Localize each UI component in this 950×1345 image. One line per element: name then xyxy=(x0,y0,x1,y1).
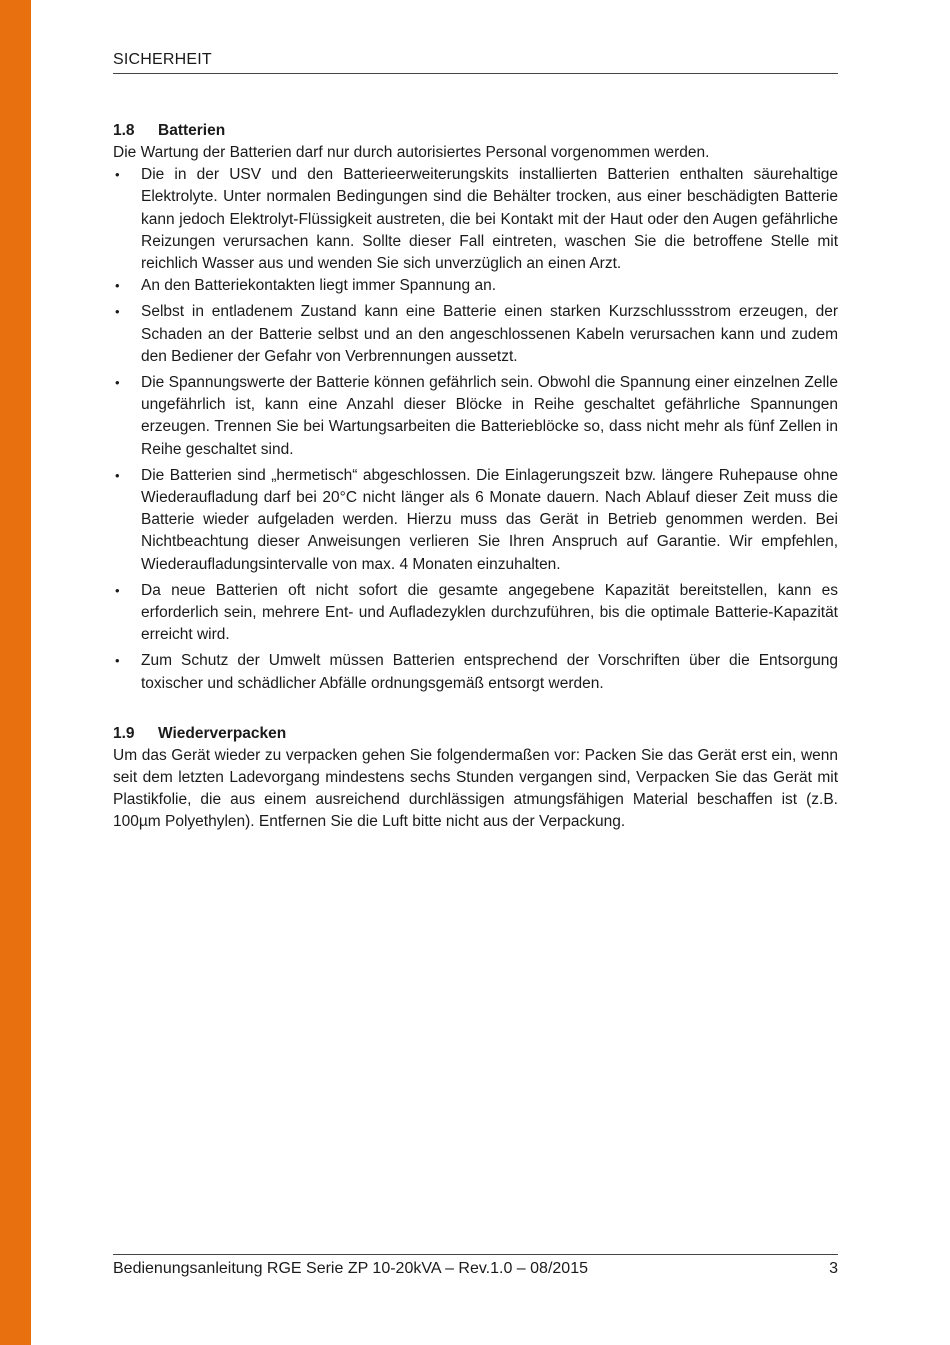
list-item-text: Da neue Batterien oft nicht sofort die gesamte angegebene Kapazität bereitstellen, kann es erforderlich sein, mehrere Ent- und Aufladezyklen durchzuführen, bis die optimale Batterie-Kapazität erreicht wird. xyxy=(141,581,838,644)
list-item-text: Zum Schutz der Umwelt müssen Batterien entsprechend der Vorschriften über die Entsorgung toxischer und schädlicher Abfälle ordnungsgemäß entsorgt werden. xyxy=(141,652,838,692)
bullet-icon: • xyxy=(115,375,120,391)
list-item xyxy=(113,275,838,297)
list-item xyxy=(113,465,838,576)
section-title: Batterien xyxy=(158,122,226,139)
list-item-text: Die Batterien sind „hermetisch“ abgeschlossen. Die Einlagerungszeit bzw. längere Ruhepause ohne Wiederaufladung darf bei 20°C nicht länger als 6 Monate dauern. Nach Ablauf dieser Zeit muss die Batterie wieder aufgeladen werden. Hierzu muss das Gerät in Betrieb genommen werden. Bei Nichtbeachtung dieser Anweisungen verlieren Sie Ihren Anspruch auf Garantie. Wir empfehlen, Wiederaufladungsintervalle von max. 4 Monaten einzuhalten. xyxy=(141,466,838,573)
bullet-icon: • xyxy=(115,582,120,598)
list-item-text: An den Batteriekontakten liegt immer Spannung an. xyxy=(141,277,497,295)
header-title: SICHERHEIT xyxy=(113,51,212,68)
list-item xyxy=(113,372,838,461)
bullet-icon: • xyxy=(115,653,120,669)
page-header xyxy=(113,50,838,74)
list-item-text: Die in der USV und den Batterieerweiterungskits installierten Batterien enthalten säurehaltige Elektrolyte. Unter normalen Bedingungen sind die Behälter trocken, aus einer beschädigten Batterie kann jedoch Elektrolyt-Flüssigkeit austreten, die bei Kontakt mit der Haut oder den Augen gefährliche Reizungen verursachen kann. Sollte dieser Fall eintreten, waschen Sie die betroffene Stelle mit reichlich Wasser aus und wenden Sie sich unverzüglich an einen Arzt. xyxy=(141,166,838,273)
section-intro: Um das Gerät wieder zu verpacken gehen Sie folgendermaßen vor: Packen Sie das Gerät erst ein, wenn seit dem letzten Ladevorgang mindestens sechs Stunden vergangen sind, Verpacken Sie das Gerät mit Plastikfolie, die aus einem ausreichend durchlässigen atmungsfähigen Material beschaffen ist (z.B. 100µm Polyethylen). Entfernen Sie die Luft bitte nicht aus der Verpackung. xyxy=(113,746,838,831)
page-number: 3 xyxy=(829,1260,838,1277)
list-item xyxy=(113,301,838,368)
bullet-list xyxy=(113,164,838,695)
footer-text: Bedienungsanleitung RGE Serie ZP 10-20kVA – Rev.1.0 – 08/2015 xyxy=(113,1260,588,1277)
list-item xyxy=(113,650,838,694)
bullet-icon: • xyxy=(115,278,120,294)
section-heading-wiederverpacken xyxy=(113,723,838,745)
bullet-icon: • xyxy=(115,467,120,483)
list-item xyxy=(113,164,838,275)
list-item-text: Selbst in entladenem Zustand kann eine Batterie einen starken Kurzschlussstrom erzeugen, der Schaden an der Batterie selbst und an den angeschlossenen Kabeln verursachen kann und zudem den Bediener der Gefahr von Verbrennungen aussetzt. xyxy=(141,303,838,365)
section-heading-batterien xyxy=(113,120,838,142)
section-number: 1.9 xyxy=(113,724,135,742)
bullet-icon: • xyxy=(115,304,120,320)
list-item xyxy=(113,580,838,647)
orange-side-bar xyxy=(0,0,31,1345)
bullet-icon: • xyxy=(115,167,120,183)
section-title: Wiederverpacken xyxy=(158,724,287,742)
page-footer xyxy=(113,1254,838,1279)
section-number: 1.8 xyxy=(113,122,135,139)
list-item-text: Die Spannungswerte der Batterie können gefährlich sein. Obwohl die Spannung einer einzelnen Zelle ungefährlich ist, kann eine Anzahl dieser Blöcke in Reihe geschaltet gefährliche Spannungen erzeugen. Trennen Sie bei Wartungsarbeiten die Batterieblöcke so, dass nicht mehr als fünf Zellen in Reihe geschaltet sind. xyxy=(141,374,838,458)
page-content xyxy=(113,120,838,834)
section-intro: Die Wartung der Batterien darf nur durch autorisiertes Personal vorgenommen werden. xyxy=(113,144,710,161)
